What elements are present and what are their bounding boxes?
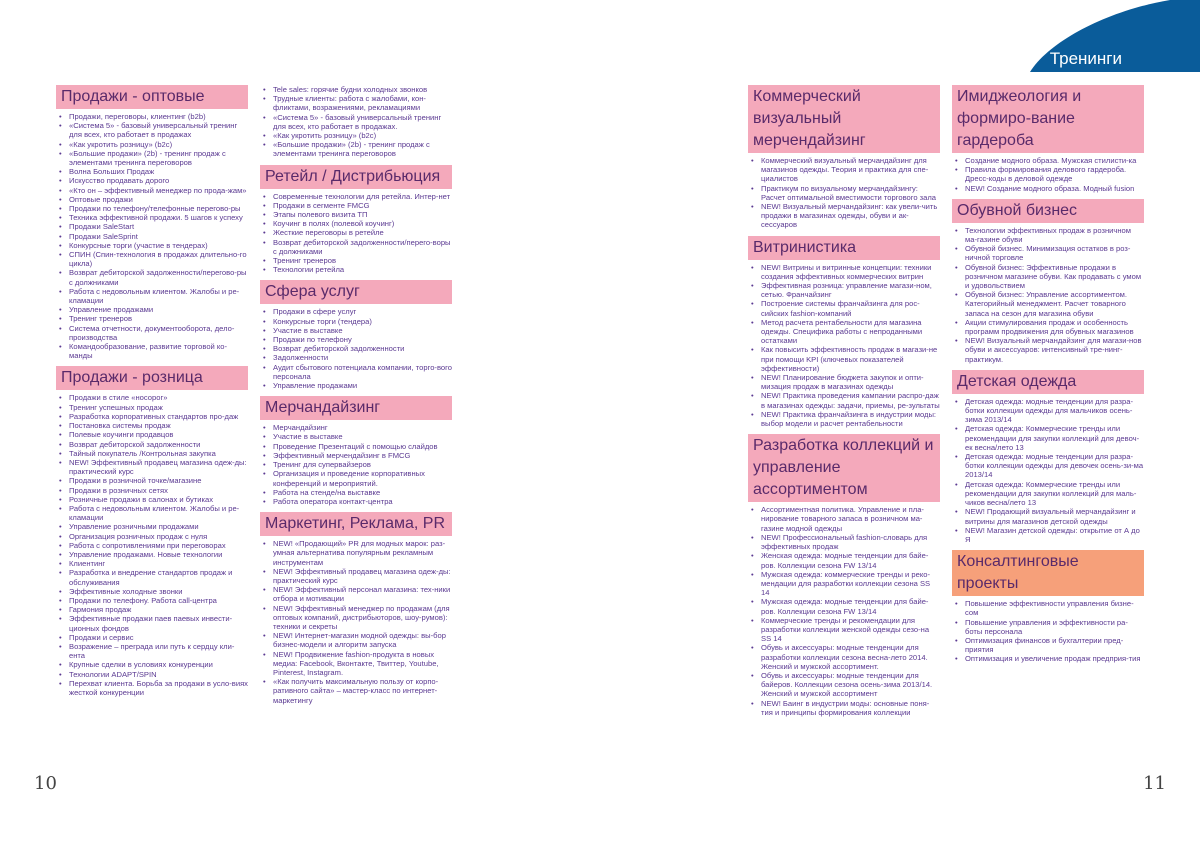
list-item: • Современные технологии для ретейла. Интер-нет <box>273 192 452 201</box>
list-item: • Акции стимулирования продаж и особенность программ продвижения для обувных магазинов <box>965 318 1144 336</box>
list-item: • Продажи и сервис <box>69 633 248 642</box>
list-item: • Обувной бизнес. Минимизация остатков в роз-ничной торговле <box>965 244 1144 262</box>
section-list <box>260 539 452 705</box>
section <box>260 85 452 159</box>
list-item: • Перехват клиента. Борьба за продажи в усло-виях жесткой конкуренции <box>69 679 248 697</box>
list-item: • Детская одежда: модные тенденции для разра-ботки коллекции одежды для девочек осень-зи-ма 2013/14 <box>965 452 1144 480</box>
list-item: • Возражение – преграда или путь к сердцу кли-ента <box>69 642 248 660</box>
section-list <box>260 192 452 275</box>
list-item: • Коммерческие тренды и рекомендации для разработки коллекции женской одежды сезо-на SS 14 <box>761 616 940 644</box>
list-item: • Правила формирования делового гардероба. Дресс-коды в деловой одежде <box>965 165 1144 183</box>
list-item: • Детская одежда: Коммерческие тренды или рекомендации для закупки коллекций для маль-чиков весна/лето 13 <box>965 480 1144 508</box>
list-item: • Жесткие переговоры в ретейле <box>273 228 452 237</box>
list-item: • Технологии ретейла <box>273 265 452 274</box>
section-list <box>952 397 1144 544</box>
section-list <box>952 226 1144 364</box>
list-item: • NEW! Эффективный продавец магазина одеж-ды: практический курс <box>69 458 248 476</box>
section-title: Коммерческий визуальный мерчендайзинг <box>748 85 940 153</box>
list-item: • Волна Больших Продаж <box>69 167 248 176</box>
list-item: • Обувной бизнес: Управление ассортиментом. Категорийный менеджмент. Расчет товарного запаса на сезон для магазина обуви <box>965 290 1144 318</box>
section-title: Витринистика <box>748 236 940 260</box>
list-item: • «Кто он – эффективный менеджер по прода-жам» <box>69 186 248 195</box>
list-item: • Продажи, переговоры, клиентинг (b2b) <box>69 112 248 121</box>
list-item: • NEW! Визуальный мерчандайзинг для магази-нов обуви и аксессуаров: интенсивный тре-нинг-практикум. <box>965 336 1144 364</box>
list-item: • Продажи по телефону <box>273 335 452 344</box>
section-title: Продажи - оптовые <box>56 85 248 109</box>
list-item: • NEW! Магазин детской одежды: открытие от А до Я <box>965 526 1144 544</box>
list-item: • Участие в выставке <box>273 326 452 335</box>
list-item: • «Большие продажи» (2b) - тренинг продаж с элементами тренинга переговоров <box>69 149 248 167</box>
list-item: • Продажи в стиле «носорог» <box>69 393 248 402</box>
right-page <box>600 0 1200 849</box>
list-item: • Управление продажами <box>69 305 248 314</box>
section-list <box>952 599 1144 663</box>
list-item: • Тренинг для супервайзеров <box>273 460 452 469</box>
list-item: • Участие в выставке <box>273 432 452 441</box>
list-item: • «Как укротить розницу» (b2c) <box>273 131 452 140</box>
list-item: • Обувь и аксессуары: модные тенденции для разработки коллекции сезона весна-лето 2014. Женский и мужской ассортимент. <box>761 643 940 671</box>
section-list <box>748 505 940 717</box>
list-item: • NEW! Продвижение fashion-продукта в новых медиа: Facebook, Вконтакте, Твиттер, Youtube, Pinterest, Instagram. <box>273 650 452 678</box>
section <box>952 85 1144 193</box>
right-col-2 <box>952 85 1144 670</box>
list-item: • NEW! «Продающий» PR для модных марок: раз-умная альтернатива популярным рекламным инструментам <box>273 539 452 567</box>
list-item: • СПИН (Спин-технология в продажах длительно-го цикла) <box>69 250 248 268</box>
list-item: • Работа с недовольным клиентом. Жалобы и ре-кламации <box>69 504 248 522</box>
list-item: • Эффективные холодные звонки <box>69 587 248 596</box>
list-item: • Оптимизация финансов и бухгалтерии пред-приятия <box>965 636 1144 654</box>
section-title: Обувной бизнес <box>952 199 1144 223</box>
list-item: • Продажи SaleSprint <box>69 232 248 241</box>
section-list <box>56 393 248 697</box>
list-item: • Полевые коучинги продавцов <box>69 430 248 439</box>
section <box>56 366 248 697</box>
section <box>260 165 452 275</box>
list-item: • Крупные сделки в условиях конкуренции <box>69 660 248 669</box>
list-item: • Возврат дебиторской задолженности/перегово-ры с должниками <box>69 268 248 286</box>
list-item: • Управление продажами. Новые технологии <box>69 550 248 559</box>
section <box>260 396 452 506</box>
list-item: • Оптимизация и увеличение продаж предприя-тия <box>965 654 1144 663</box>
section-title: Консалтинговые проекты <box>952 550 1144 596</box>
list-item: • Проведение Презентаций с помощью слайдов <box>273 442 452 451</box>
section-list <box>260 423 452 506</box>
list-item: • Продажи по телефону/телефонные перегово-ры <box>69 204 248 213</box>
list-item: • Продажи в розничной точке/магазине <box>69 476 248 485</box>
list-item: • Как повысить эффективность продаж в магази-не при помощи KPI (ключевых показателей эффективности) <box>761 345 940 373</box>
list-item: • Практикум по визуальному мерчандайзингу: Расчет оптимальной вместимости торгового зала <box>761 184 940 202</box>
list-item: • Мужская одежда: коммерческие тренды и реко-мендации для разработки коллекции сезона SS 14 <box>761 570 940 598</box>
list-item: • Повышение управления и эффективности ра-боты персонала <box>965 618 1144 636</box>
list-item: • Мерчандайзинг <box>273 423 452 432</box>
list-item: • Повышение эффективности управления бизне-сом <box>965 599 1144 617</box>
list-item: • NEW! Создание модного образа. Модный fusion <box>965 184 1144 193</box>
list-item: • NEW! Визуальный мерчандайзинг: как увели-чить продажи в магазинах одежды, обуви и ак-сессуаров <box>761 202 940 230</box>
list-item: • Тренинг тренеров <box>273 256 452 265</box>
list-item: • Конкурсные торги (тендера) <box>273 317 452 326</box>
list-item: • Эффективные продажи паев паевых инвести-ционных фондов <box>69 614 248 632</box>
list-item: • Создание модного образа. Мужская стилисти-ка <box>965 156 1144 165</box>
left-col-1 <box>56 85 248 703</box>
list-item: • «Как укротить розницу» (b2c) <box>69 140 248 149</box>
list-item: • Технологии ADAPT/SPIN <box>69 670 248 679</box>
section-title: Мерчандайзинг <box>260 396 452 420</box>
section <box>748 434 940 717</box>
list-item: • Работа с недовольным клиентом. Жалобы и ре-кламации <box>69 287 248 305</box>
list-item: • Гармония продаж <box>69 605 248 614</box>
list-item: • Эффективная розница: управление магази-ном, сетью. Франчайзинг <box>761 281 940 299</box>
section <box>952 370 1144 544</box>
section-list <box>748 156 940 230</box>
list-item: • Управление продажами <box>273 381 452 390</box>
list-item: • Конкурсные торги (участие в тендерах) <box>69 241 248 250</box>
section-title: Ретейл / Дистрибьюция <box>260 165 452 189</box>
list-item: • Детская одежда: модные тенденции для разра-ботки коллекции одежды для мальчиков осень-зима 2013/14 <box>965 397 1144 425</box>
section <box>748 236 940 429</box>
list-item: • Возврат дебиторской задолженности/перего-воры с должниками <box>273 238 452 256</box>
list-item: • «Как получить максимальную пользу от корпо-ративного сайта» – мастер-класс по интернет-маркетингу <box>273 677 452 705</box>
section-title: Разработка коллекций и управление ассортиментом <box>748 434 940 502</box>
list-item: • Обувь и аксессуары: модные тенденции для байеров. Коллекции сезона осень-зима 2013/14. Женский и мужской ассортимент <box>761 671 940 699</box>
list-item: • «Система 5» - базовый универсальный тренинг для всех, кто работает в продажах <box>69 121 248 139</box>
list-item: • Метод расчета рентабельности для магазина одежды. Специфика работы с непроданными остатками <box>761 318 940 346</box>
section-list <box>748 263 940 429</box>
list-item: • Разработка и внедрение стандартов продаж и обслуживания <box>69 568 248 586</box>
page-number-left: 10 <box>34 773 57 794</box>
list-item: • Тренинг тренеров <box>69 314 248 323</box>
list-item: • NEW! Планирование бюджета закупок и опти-мизация продаж в магазинах одежды <box>761 373 940 391</box>
left-col-2 <box>260 85 452 711</box>
section <box>952 199 1144 364</box>
section-list <box>952 156 1144 193</box>
list-item: • Продажи в сфере услуг <box>273 307 452 316</box>
list-item: • Управление розничными продажами <box>69 522 248 531</box>
list-item: • NEW! Продающий визуальный мерчандайзинг и витрины для магазинов детской одежды <box>965 507 1144 525</box>
list-item: • Эффективный мерчендайзинг в FMCG <box>273 451 452 460</box>
list-item: • Организация розничных продаж с нуля <box>69 532 248 541</box>
list-item: • NEW! Эффективный персонал магазина: тех-ники отбора и мотивации <box>273 585 452 603</box>
section-title: Маркетинг, Реклама, PR <box>260 512 452 536</box>
list-item: • Организация и проведение корпоративных конференций и мероприятий. <box>273 469 452 487</box>
list-item: • Возврат дебиторской задолженности <box>273 344 452 353</box>
section <box>748 85 940 230</box>
list-item: • Детская одежда: Коммерческие тренды или рекомендации для закупки коллекций для девоч-ек весна/лето 13 <box>965 424 1144 452</box>
list-item: • Ассортиментная политика. Управление и пла-нирование товарного запаса в розничном ма-газине модной одежды <box>761 505 940 533</box>
section <box>260 280 452 390</box>
list-item: • Мужская одежда: модные тенденции для байе-ров. Коллекции сезона FW 13/14 <box>761 597 940 615</box>
list-item: • Коммерческий визуальный мерчандайзинг для магазинов одежды. Теория и практика для спе-циалистов <box>761 156 940 184</box>
section-title: Имиджеология и формиро-вание гардероба <box>952 85 1144 153</box>
list-item: • Техника эффективной продажи. 5 шагов к успеху <box>69 213 248 222</box>
list-item: • «Большие продажи» (2b) - тренинг продаж с элементами тренинга переговоров <box>273 140 452 158</box>
list-item: • Обувной бизнес: Эффективные продажи в розничном магазине обуви. Как продавать с умом и удовольствием <box>965 263 1144 291</box>
list-item: • Разработка корпоративных стандартов про-даж <box>69 412 248 421</box>
section <box>56 85 248 360</box>
banner-title: Тренинги <box>1049 49 1122 68</box>
section <box>952 550 1144 663</box>
list-item: • NEW! Интернет-магазин модной одежды: вы-бор бизнес-модели и алгоритм запуска <box>273 631 452 649</box>
list-item: • Продажи SaleStart <box>69 222 248 231</box>
list-item: • Этапы полевого визита ТП <box>273 210 452 219</box>
list-item: • NEW! Практика проведения кампании распро-даж в магазинах одежды: задачи, приемы, ре-зультаты <box>761 391 940 409</box>
list-item: • Тренинг успешных продаж <box>69 403 248 412</box>
section-title: Сфера услуг <box>260 280 452 304</box>
list-item: • Клиентинг <box>69 559 248 568</box>
list-item: • Женская одежда: модные тенденции для байе-ров. Коллекции сезона FW 13/14 <box>761 551 940 569</box>
list-item: • NEW! Эффективный менеджер по продажам (для оптовых компаний, дистрибьюторов, шоу-румов): техники и секреты <box>273 604 452 632</box>
list-item: • Розничные продажи в салонах и бутиках <box>69 495 248 504</box>
list-item: • NEW! Профессиональный fashion-словарь для эффективных продаж <box>761 533 940 551</box>
section <box>260 512 452 705</box>
list-item: • Продажи в сегменте FMCG <box>273 201 452 210</box>
list-item: • NEW! Практика франчайзинга в индустрии моды: выбор модели и расчет рентабельности <box>761 410 940 428</box>
list-item: • Трудные клиенты: работа с жалобами, кон-фликтами, возражениями, рекламациями <box>273 94 452 112</box>
list-item: • «Система 5» - базовый универсальный тренинг для всех, кто работает в продажах. <box>273 113 452 131</box>
list-item: • Работа на стенде/на выставке <box>273 488 452 497</box>
list-item: • Технологии эффективных продаж в розничном ма-газине обуви <box>965 226 1144 244</box>
list-item: • Построение системы франчайзинга для рос-сийских fashion-компаний <box>761 299 940 317</box>
list-item: • NEW! Витрины и витринные концепции: техники создания эффективных коммерческих витрин <box>761 263 940 281</box>
right-col-1 <box>748 85 940 723</box>
list-item: • Искусство продавать дорого <box>69 176 248 185</box>
list-item: • Задолженности <box>273 353 452 362</box>
list-item: • Работа оператора контакт-центра <box>273 497 452 506</box>
list-item: • Возврат дебиторской задолженности <box>69 440 248 449</box>
list-item: • Система отчетности, документооборота, дело-производства <box>69 324 248 342</box>
list-item: • Оптовые продажи <box>69 195 248 204</box>
list-item: • Аудит сбытового потенциала компании, торго-вого персонала <box>273 363 452 381</box>
list-item: • Tele sales: горячие будни холодных звонков <box>273 85 452 94</box>
list-item: • Командообразование, развитие торговой ко-манды <box>69 342 248 360</box>
list-item: • Работа с сопротивлениями при переговорах <box>69 541 248 550</box>
section-list <box>260 85 452 159</box>
section-title: Детская одежда <box>952 370 1144 394</box>
section-title: Продажи - розница <box>56 366 248 390</box>
section-list <box>56 112 248 360</box>
list-item: • NEW! Баинг в индустрии моды: основные поня-тия и принципы формирования коллекции <box>761 699 940 717</box>
list-item: • Постановка системы продаж <box>69 421 248 430</box>
list-item: • Тайный покупатель /Контрольная закупка <box>69 449 248 458</box>
list-item: • NEW! Эффективный продавец магазина одеж-ды: практический курс <box>273 567 452 585</box>
list-item: • Продажи в розничных сетях <box>69 486 248 495</box>
page-number-right: 11 <box>1143 773 1166 794</box>
list-item: • Коучинг в полях (полевой коучинг) <box>273 219 452 228</box>
list-item: • Продажи по телефону. Работа call-центра <box>69 596 248 605</box>
section-list <box>260 307 452 390</box>
